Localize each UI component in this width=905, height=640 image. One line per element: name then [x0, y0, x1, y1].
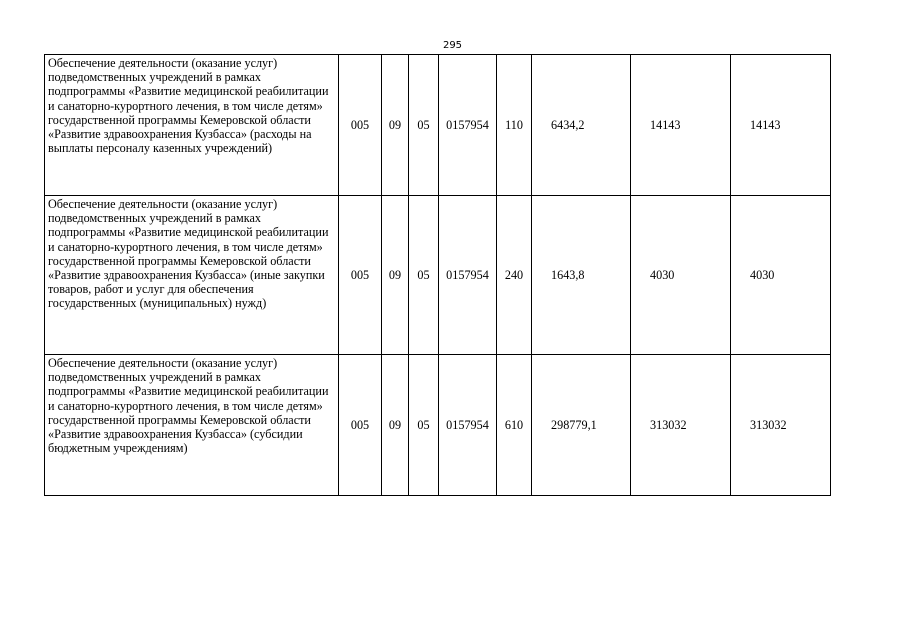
budget-table [44, 54, 831, 496]
amount-1: 298779,1 [532, 355, 631, 496]
page-number: 295 [442, 40, 463, 51]
expense-type-code: 110 [497, 55, 532, 196]
table-row [45, 355, 831, 496]
section-code: 09 [382, 355, 409, 496]
ministry-code: 005 [339, 196, 382, 355]
amount-3: 313032 [731, 355, 831, 496]
subsection-code: 05 [409, 196, 439, 355]
amount-3: 4030 [731, 196, 831, 355]
target-article-code: 0157954 [439, 355, 497, 496]
amount-2: 313032 [631, 355, 731, 496]
subsection-code: 05 [409, 55, 439, 196]
amount-2: 4030 [631, 196, 731, 355]
table-row [45, 55, 831, 196]
table-row [45, 196, 831, 355]
amount-3: 14143 [731, 55, 831, 196]
expense-type-code: 610 [497, 355, 532, 496]
subsection-code: 05 [409, 355, 439, 496]
ministry-code: 005 [339, 355, 382, 496]
section-code: 09 [382, 55, 409, 196]
amount-2: 14143 [631, 55, 731, 196]
ministry-code: 005 [339, 55, 382, 196]
row-description: Обеспечение деятельности (оказание услуг) подведомственных учреждений в рамках подпрограммы «Развитие медицинской реабилитации и санаторно-курортного лечения, в том числе детям» государственной программы Кемеровской области «Развитие здравоохранения Кузбасса» (субсидии бюджетным учреждениям) [45, 355, 339, 496]
target-article-code: 0157954 [439, 196, 497, 355]
row-description: Обеспечение деятельности (оказание услуг) подведомственных учреждений в рамках подпрограммы «Развитие медицинской реабилитации и санаторно-курортного лечения, в том числе детям» государственной программы Кемеровской области «Развитие здравоохранения Кузбасса» (расходы на выплаты персоналу казенных учреждений) [45, 55, 339, 196]
section-code: 09 [382, 196, 409, 355]
target-article-code: 0157954 [439, 55, 497, 196]
expense-type-code: 240 [497, 196, 532, 355]
row-description: Обеспечение деятельности (оказание услуг) подведомственных учреждений в рамках подпрограммы «Развитие медицинской реабилитации и санаторно-курортного лечения, в том числе детям» государственной программы Кемеровской области «Развитие здравоохранения Кузбасса» (иные закупки товаров, работ и услуг для обеспечения государственных (муниципальных) нужд) [45, 196, 339, 355]
amount-1: 6434,2 [532, 55, 631, 196]
amount-1: 1643,8 [532, 196, 631, 355]
